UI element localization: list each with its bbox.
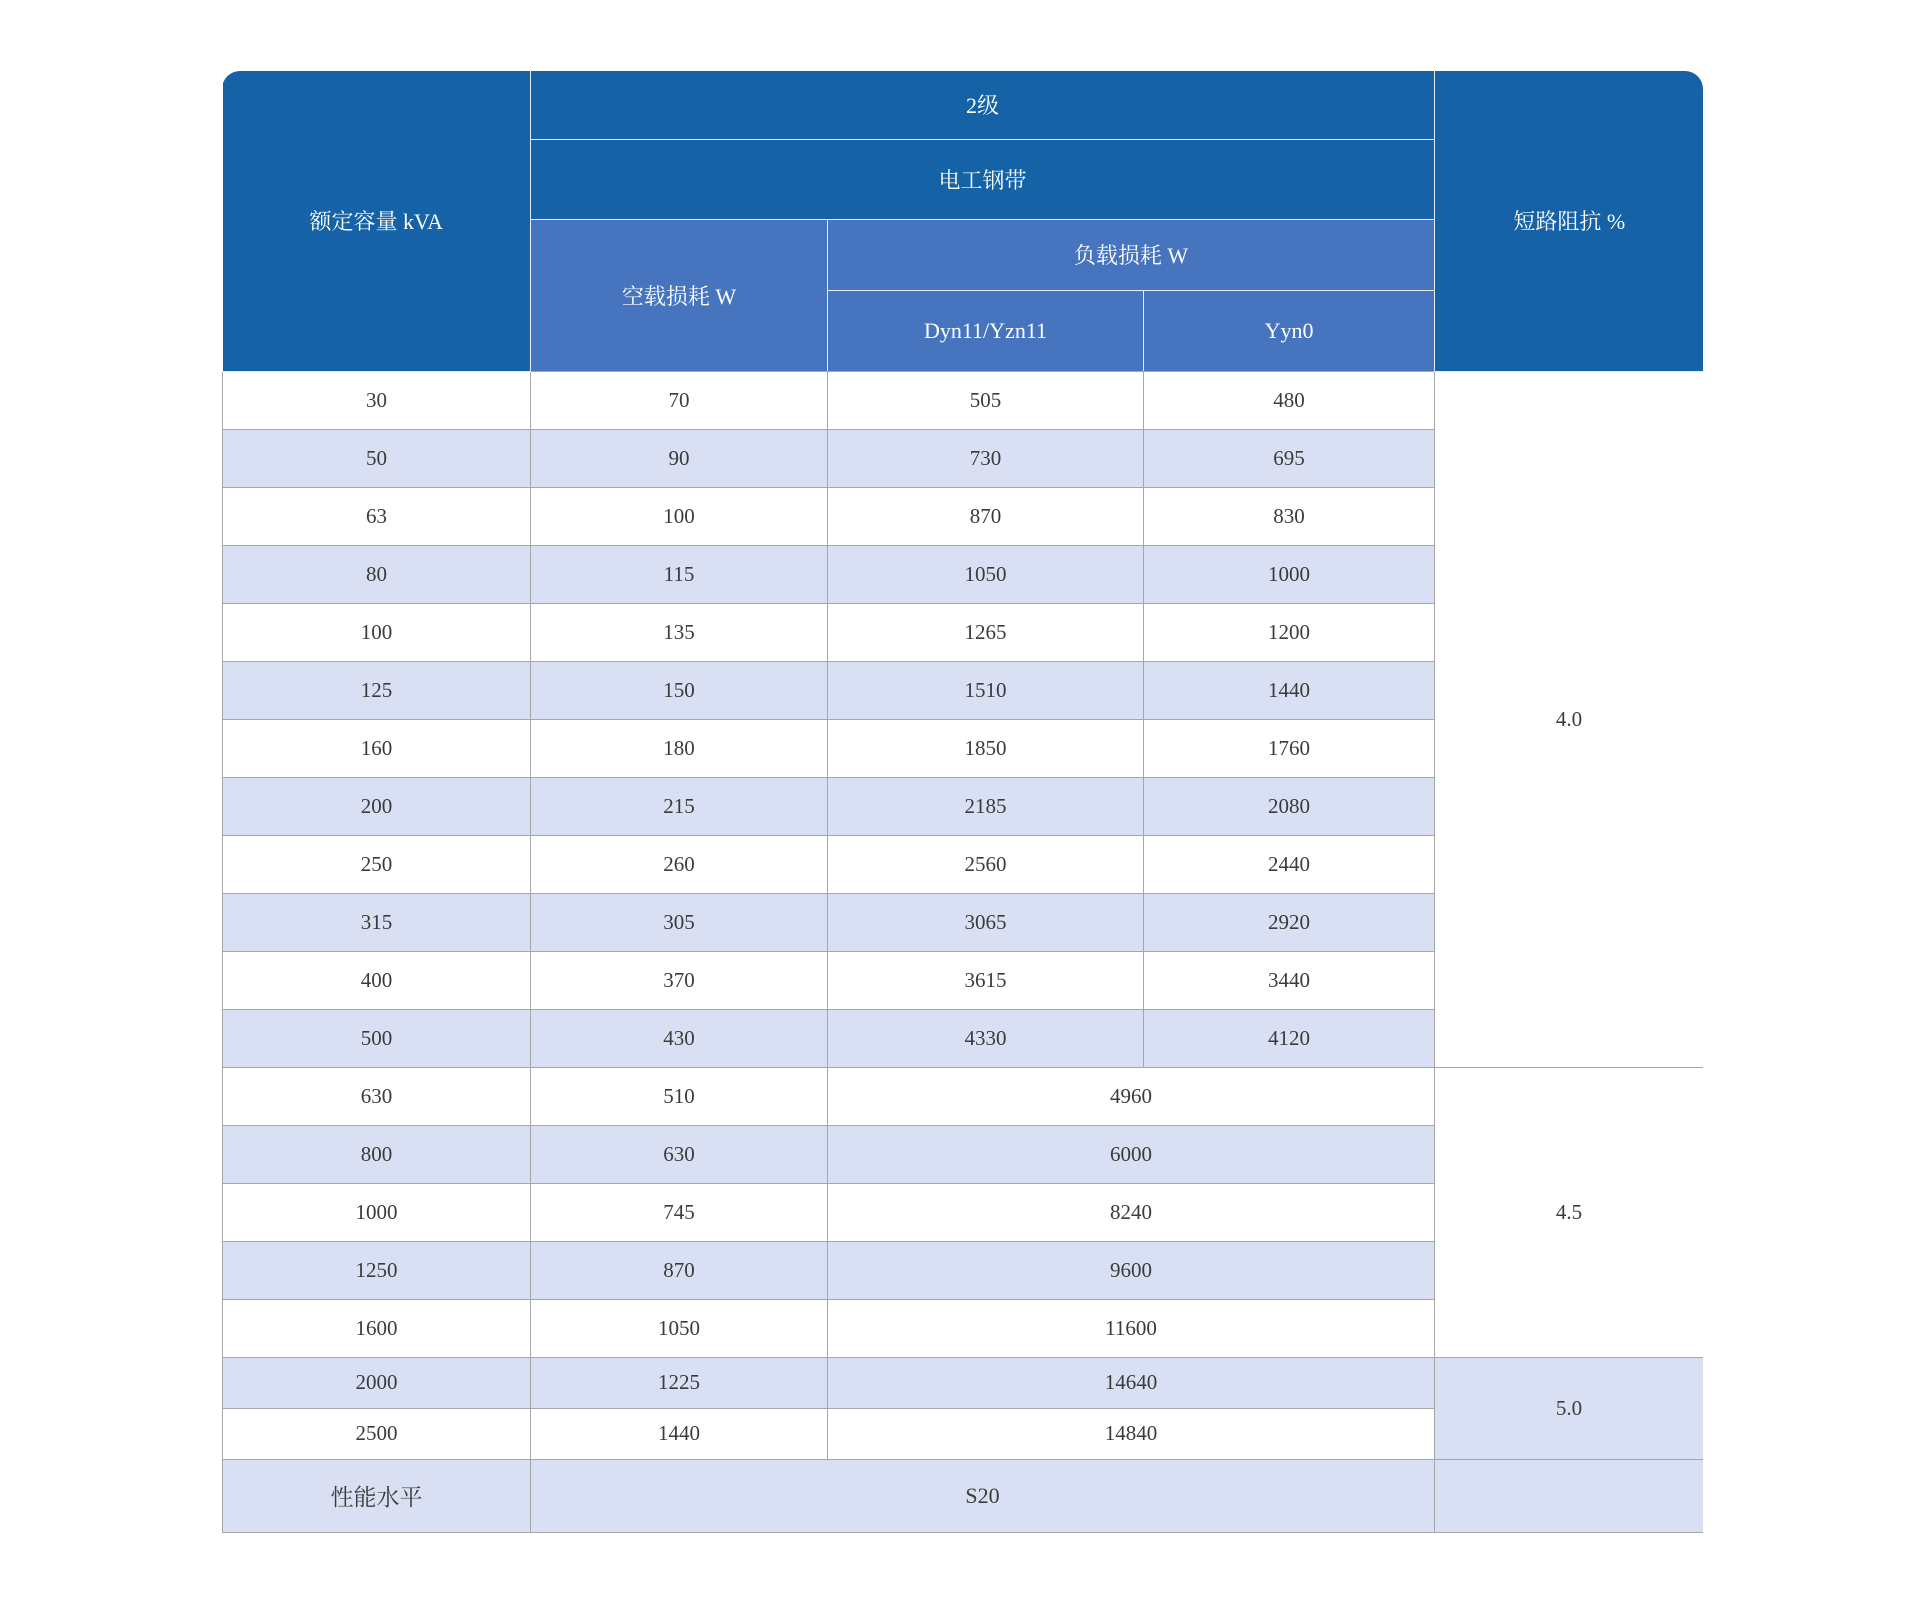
cell-load-loss-dyn: 730 xyxy=(828,429,1144,487)
performance-row xyxy=(223,1459,1704,1532)
cell-no-load-loss: 150 xyxy=(531,661,828,719)
cell-kva: 1250 xyxy=(223,1241,531,1299)
cell-load-loss-yyn: 1760 xyxy=(1144,719,1435,777)
header-impedance: 短路阻抗 % xyxy=(1435,71,1703,371)
header-load-loss: 负载损耗 W xyxy=(828,219,1435,290)
cell-kva: 160 xyxy=(223,719,531,777)
cell-kva: 1600 xyxy=(223,1299,531,1357)
table-body xyxy=(223,371,1704,1459)
cell-kva: 800 xyxy=(223,1125,531,1183)
cell-no-load-loss: 1225 xyxy=(531,1357,828,1408)
cell-load-loss-yyn: 1000 xyxy=(1144,545,1435,603)
cell-load-loss-dyn: 2560 xyxy=(828,835,1144,893)
cell-impedance-value: 4.0 xyxy=(1435,371,1703,1067)
cell-impedance-value: 5.0 xyxy=(1435,1357,1703,1459)
cell-load-loss-yyn: 1200 xyxy=(1144,603,1435,661)
cell-kva: 30 xyxy=(223,371,531,429)
cell-kva: 2500 xyxy=(223,1408,531,1459)
spec-table xyxy=(222,71,1703,1533)
cell-load-loss-dyn: 1510 xyxy=(828,661,1144,719)
cell-load-loss-dyn: 4330 xyxy=(828,1009,1144,1067)
cell-load-loss-dyn: 505 xyxy=(828,371,1144,429)
cell-load-loss-yyn: 1440 xyxy=(1144,661,1435,719)
cell-kva: 50 xyxy=(223,429,531,487)
cell-load-loss-merged: 4960 xyxy=(828,1067,1435,1125)
cell-load-loss-dyn: 3065 xyxy=(828,893,1144,951)
header-vector-dyn: Dyn11/Yzn11 xyxy=(828,290,1144,371)
cell-load-loss-merged: 8240 xyxy=(828,1183,1435,1241)
cell-kva: 80 xyxy=(223,545,531,603)
cell-no-load-loss: 870 xyxy=(531,1241,828,1299)
table-footer xyxy=(223,1459,1704,1532)
cell-load-loss-merged: 6000 xyxy=(828,1125,1435,1183)
cell-load-loss-merged: 14640 xyxy=(828,1357,1435,1408)
header-steel-strip: 电工钢带 xyxy=(531,139,1435,219)
cell-no-load-loss: 180 xyxy=(531,719,828,777)
cell-load-loss-yyn: 695 xyxy=(1144,429,1435,487)
cell-kva: 100 xyxy=(223,603,531,661)
cell-no-load-loss: 115 xyxy=(531,545,828,603)
cell-load-loss-dyn: 1850 xyxy=(828,719,1144,777)
cell-load-loss-dyn: 2185 xyxy=(828,777,1144,835)
cell-load-loss-dyn: 1050 xyxy=(828,545,1144,603)
cell-kva: 1000 xyxy=(223,1183,531,1241)
cell-no-load-loss: 510 xyxy=(531,1067,828,1125)
header-vector-yyn: Yyn0 xyxy=(1144,290,1435,371)
cell-load-loss-dyn: 1265 xyxy=(828,603,1144,661)
cell-load-loss-yyn: 2080 xyxy=(1144,777,1435,835)
cell-load-loss-yyn: 3440 xyxy=(1144,951,1435,1009)
header-rated-capacity: 额定容量 kVA xyxy=(223,71,531,371)
cell-kva: 315 xyxy=(223,893,531,951)
cell-no-load-loss: 135 xyxy=(531,603,828,661)
table-row xyxy=(223,1067,1704,1125)
transformer-loss-table xyxy=(222,71,1703,1533)
cell-load-loss-yyn: 830 xyxy=(1144,487,1435,545)
cell-load-loss-yyn: 4120 xyxy=(1144,1009,1435,1067)
cell-kva: 500 xyxy=(223,1009,531,1067)
cell-no-load-loss: 430 xyxy=(531,1009,828,1067)
cell-no-load-loss: 370 xyxy=(531,951,828,1009)
cell-performance-label: 性能水平 xyxy=(223,1459,531,1532)
cell-kva: 125 xyxy=(223,661,531,719)
cell-kva: 400 xyxy=(223,951,531,1009)
cell-load-loss-yyn: 2440 xyxy=(1144,835,1435,893)
cell-performance-impedance xyxy=(1435,1459,1703,1532)
cell-load-loss-dyn: 3615 xyxy=(828,951,1144,1009)
cell-load-loss-merged: 11600 xyxy=(828,1299,1435,1357)
cell-load-loss-dyn: 870 xyxy=(828,487,1144,545)
cell-no-load-loss: 1050 xyxy=(531,1299,828,1357)
cell-kva: 250 xyxy=(223,835,531,893)
cell-no-load-loss: 70 xyxy=(531,371,828,429)
table-row xyxy=(223,371,1704,429)
cell-load-loss-merged: 14840 xyxy=(828,1408,1435,1459)
cell-no-load-loss: 100 xyxy=(531,487,828,545)
cell-kva: 2000 xyxy=(223,1357,531,1408)
cell-load-loss-merged: 9600 xyxy=(828,1241,1435,1299)
cell-impedance-value: 4.5 xyxy=(1435,1067,1703,1357)
table-header xyxy=(223,71,1704,371)
cell-no-load-loss: 305 xyxy=(531,893,828,951)
cell-performance-value: S20 xyxy=(531,1459,1435,1532)
cell-load-loss-yyn: 2920 xyxy=(1144,893,1435,951)
cell-kva: 200 xyxy=(223,777,531,835)
cell-no-load-loss: 90 xyxy=(531,429,828,487)
table-row xyxy=(223,1357,1704,1408)
cell-kva: 63 xyxy=(223,487,531,545)
cell-kva: 630 xyxy=(223,1067,531,1125)
header-no-load-loss: 空载损耗 W xyxy=(531,219,828,371)
cell-no-load-loss: 215 xyxy=(531,777,828,835)
cell-load-loss-yyn: 480 xyxy=(1144,371,1435,429)
cell-no-load-loss: 1440 xyxy=(531,1408,828,1459)
header-level: 2级 xyxy=(531,71,1435,139)
cell-no-load-loss: 630 xyxy=(531,1125,828,1183)
cell-no-load-loss: 745 xyxy=(531,1183,828,1241)
cell-no-load-loss: 260 xyxy=(531,835,828,893)
